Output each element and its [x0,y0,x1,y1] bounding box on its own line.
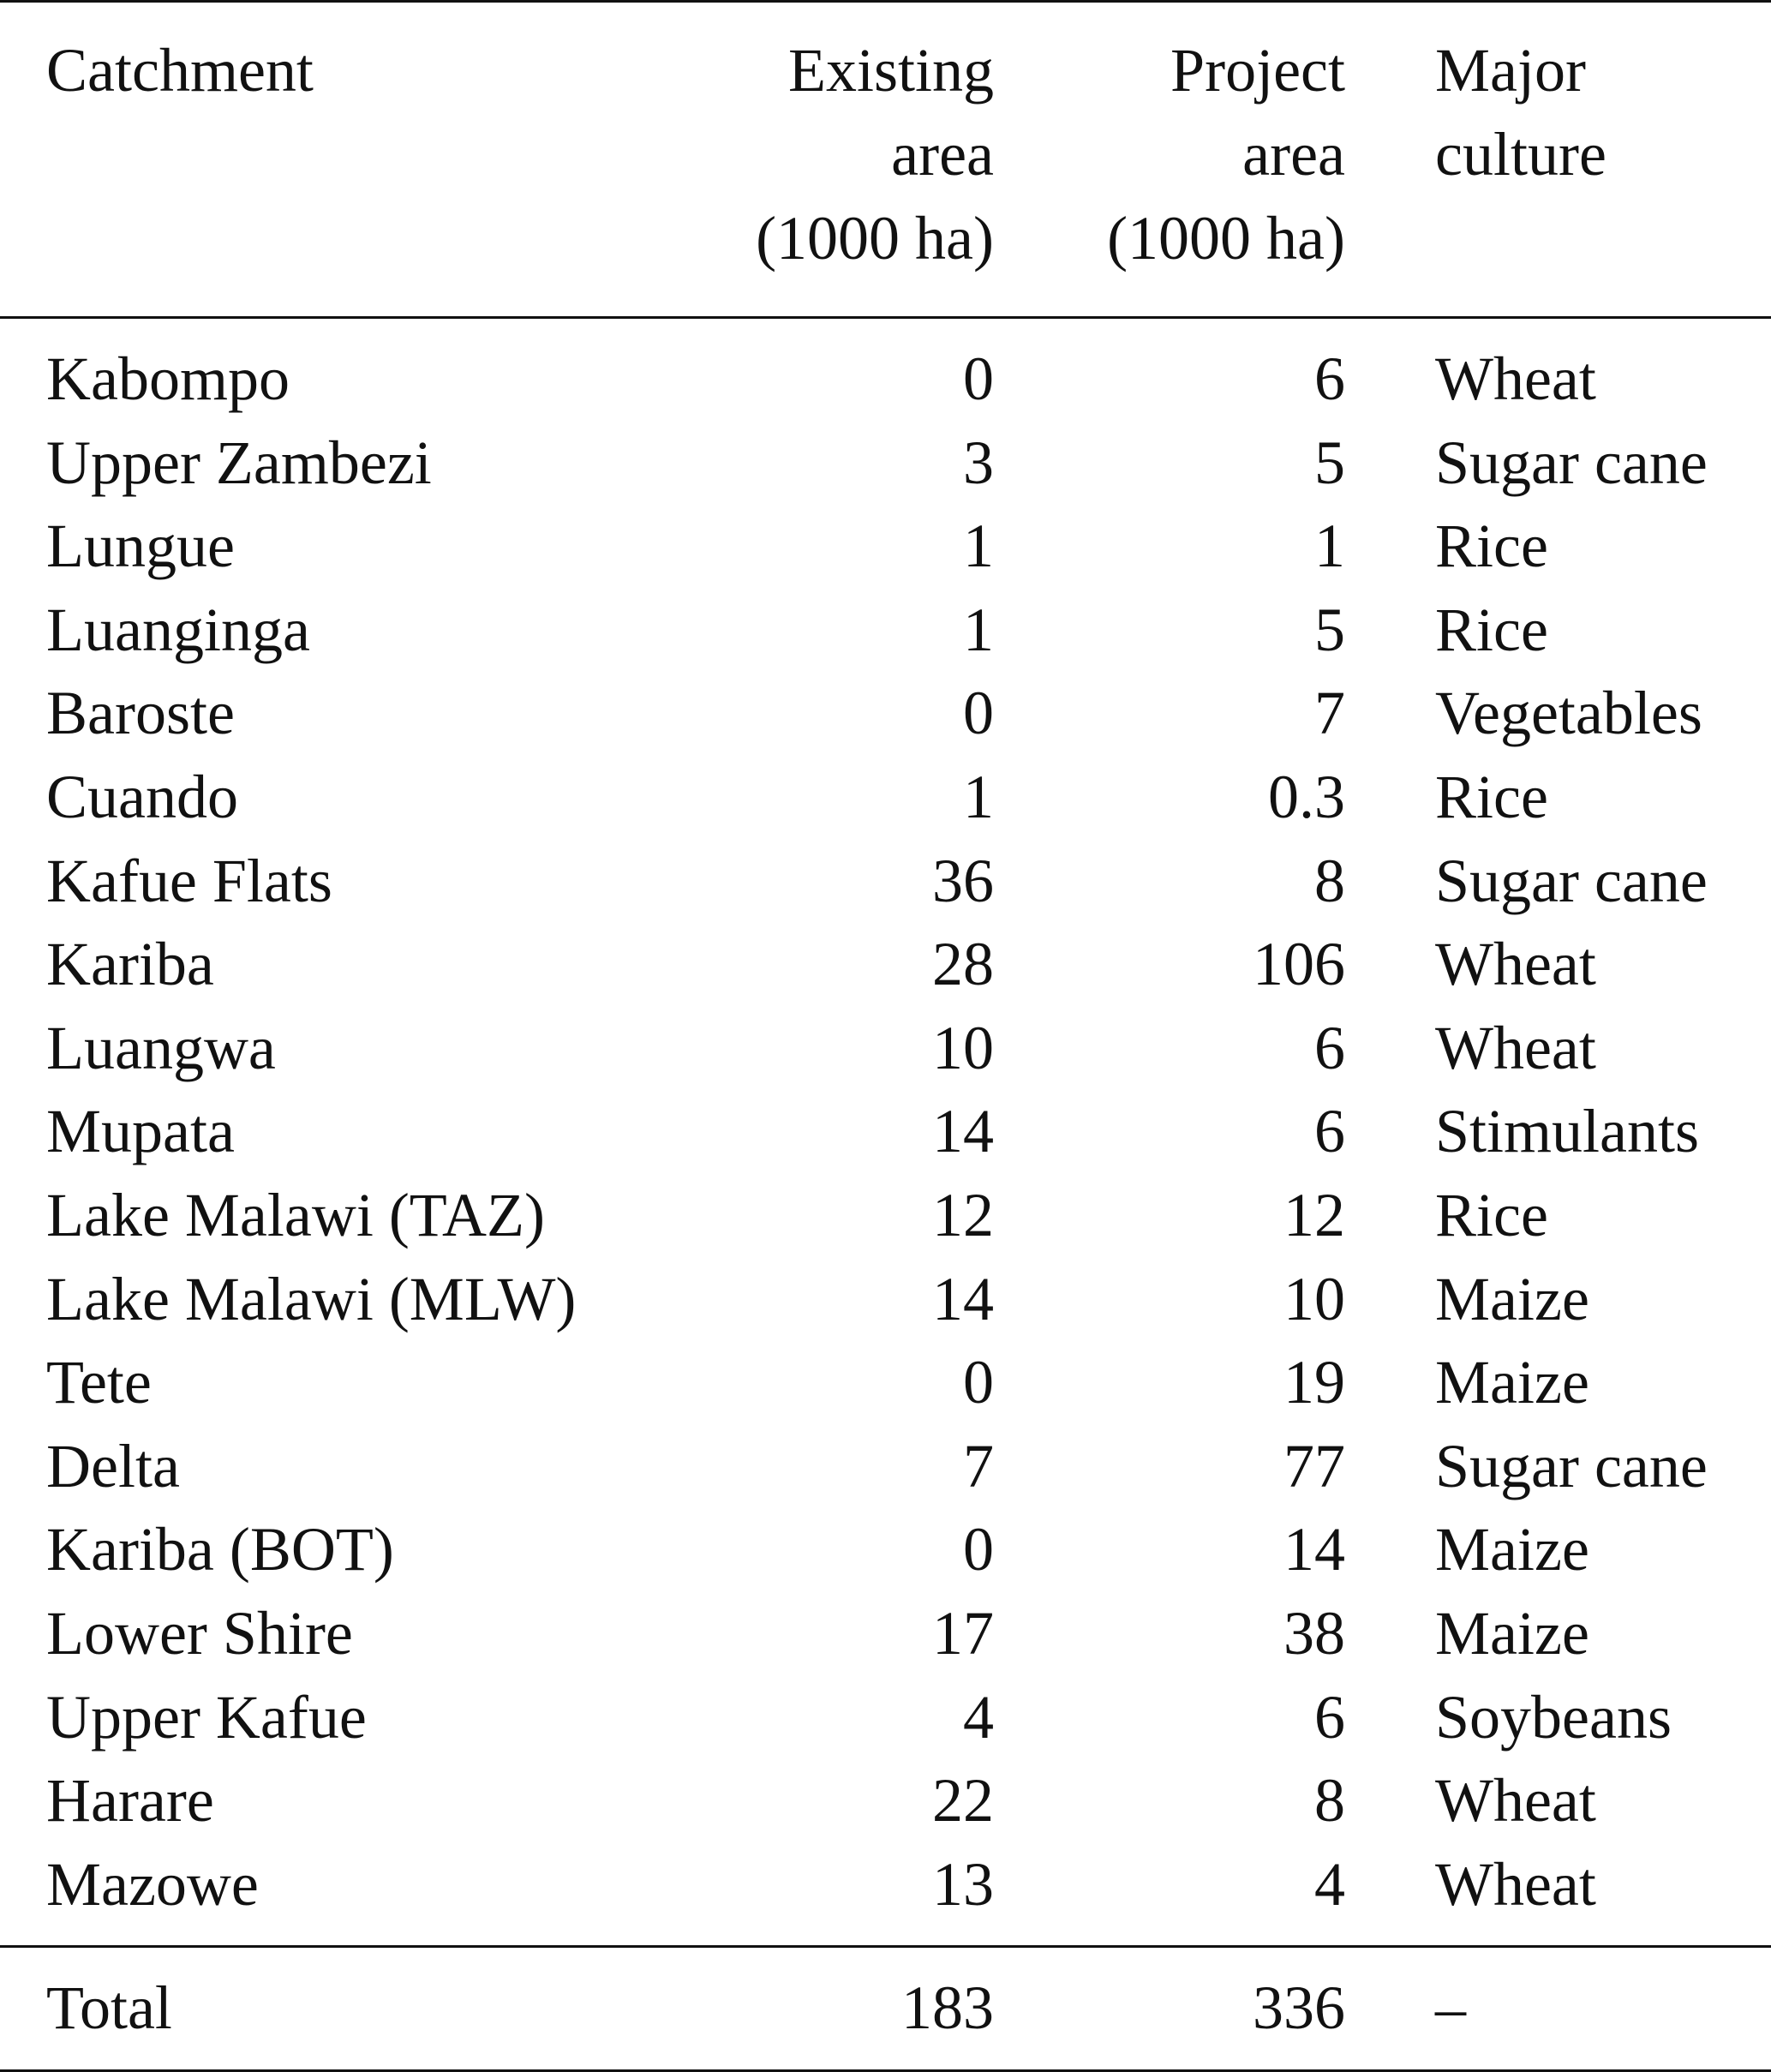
cell-major-culture: Rice [1435,1180,1548,1249]
cell-project-area: 106 [1253,930,1345,999]
cell-major-culture: Sugar cane [1435,846,1708,915]
cell-catchment: Luanginga [46,595,310,664]
cell-major-culture: Wheat [1435,930,1596,999]
cell-catchment: Kariba (BOT) [46,1515,394,1584]
table-row [0,923,1771,1007]
table-row [0,1090,1771,1174]
cell-catchment: Mupata [46,1097,235,1166]
table-row [0,1759,1771,1843]
cell-catchment: Lake Malawi (MLW) [46,1264,577,1333]
table-row [0,840,1771,924]
cell-project-area: 8 [1314,846,1345,915]
table-row [0,1341,1771,1425]
cell-existing-area: 14 [932,1264,994,1333]
header-existing-line: Existing [787,36,994,105]
cell-major-culture: Sugar cane [1435,428,1708,497]
table-header [0,2,1771,318]
cell-major-culture: Wheat [1435,1013,1596,1082]
header-catchment-line: Catchment [46,36,314,105]
table-row [0,1174,1771,1258]
cell-project-area: 6 [1314,1097,1345,1166]
table-footer [0,1947,1771,2071]
cell-project-area: 7 [1314,679,1345,748]
cell-catchment: Kabompo [46,344,290,413]
cell-existing-area: 36 [932,846,994,915]
cell-catchment: Upper Zambezi [46,428,432,497]
cell-existing-area: 10 [932,1013,994,1082]
header-project-line: area [1242,120,1345,189]
cell-major-culture: Maize [1435,1264,1589,1333]
cell-existing-area: 0 [963,344,994,413]
table-row [0,1843,1771,1947]
table-row [0,422,1771,506]
cell-catchment: Lower Shire [46,1598,353,1668]
table-row [0,1425,1771,1509]
cell-catchment: Delta [46,1431,180,1500]
cell-major-culture: Rice [1435,512,1548,581]
total-project-area: 336 [994,1947,1345,2071]
cell-project-area: 0.3 [1268,762,1345,831]
header-existing-line: (1000 ha) [756,204,994,272]
table-body [0,318,1771,1947]
cell-major-culture: Wheat [1435,344,1596,413]
table-row [0,1007,1771,1091]
header-existing-area [651,2,994,318]
table-row [0,318,1771,422]
table-row [0,1258,1771,1342]
cell-existing-area: 12 [932,1180,994,1249]
cell-major-culture: Rice [1435,762,1548,831]
cell-project-area: 4 [1314,1849,1345,1919]
header-culture-line: culture [1435,120,1606,189]
header-project-line: (1000 ha) [1107,204,1345,272]
cell-project-area: 10 [1283,1264,1345,1333]
cell-major-culture: Vegetables [1435,679,1702,748]
cell-project-area: 8 [1314,1766,1345,1835]
cell-existing-area: 0 [963,1348,994,1417]
cell-existing-area: 1 [963,512,994,581]
cell-catchment: Cuando [46,762,238,831]
cell-project-area: 1 [1314,512,1345,581]
table-row [0,1676,1771,1760]
cell-existing-area: 22 [932,1766,994,1835]
cell-major-culture: Maize [1435,1598,1589,1668]
header-existing-line: area [891,120,994,189]
cell-project-area: 77 [1283,1431,1345,1500]
cell-catchment: Tete [46,1348,152,1417]
header-row [0,2,1771,318]
cell-catchment: Upper Kafue [46,1682,367,1752]
table-row [0,1592,1771,1676]
cell-major-culture: Rice [1435,595,1548,664]
cell-existing-area: 13 [932,1849,994,1919]
cell-existing-area: 28 [932,930,994,999]
header-major-culture [1345,2,1771,318]
cell-project-area: 14 [1283,1515,1345,1584]
table-row [0,589,1771,673]
cell-existing-area: 7 [963,1431,994,1500]
header-culture-line: Major [1435,36,1586,105]
cell-project-area: 19 [1283,1348,1345,1417]
cell-major-culture: Sugar cane [1435,1431,1708,1500]
cell-existing-area: 1 [963,595,994,664]
table-row [0,1508,1771,1592]
total-row [0,1947,1771,2071]
cell-existing-area: 14 [932,1097,994,1166]
table-row [0,756,1771,840]
cell-existing-area: 0 [963,679,994,748]
cell-major-culture: Maize [1435,1515,1589,1584]
cell-catchment: Luangwa [46,1013,276,1082]
cell-project-area: 38 [1283,1598,1345,1668]
header-project-line: Project [1170,36,1345,105]
cell-major-culture: Soybeans [1435,1682,1672,1752]
cell-catchment: Lake Malawi (TAZ) [46,1180,545,1249]
cell-project-area: 5 [1314,595,1345,664]
cell-catchment: Kafue Flats [46,846,332,915]
total-existing-area: 183 [651,1947,994,2071]
cell-major-culture: Maize [1435,1348,1589,1417]
cell-existing-area: 17 [932,1598,994,1668]
cell-project-area: 6 [1314,1013,1345,1082]
cell-catchment: Mazowe [46,1849,259,1919]
cell-project-area: 5 [1314,428,1345,497]
cell-catchment: Kariba [46,930,214,999]
cell-major-culture: Stimulants [1435,1097,1700,1166]
cell-project-area: 6 [1314,1682,1345,1752]
cell-major-culture: Wheat [1435,1766,1596,1835]
table-row [0,672,1771,756]
header-project-area [994,2,1345,318]
cell-existing-area: 4 [963,1682,994,1752]
cell-catchment: Harare [46,1766,214,1835]
cell-existing-area: 1 [963,762,994,831]
cell-project-area: 12 [1283,1180,1345,1249]
cell-existing-area: 3 [963,428,994,497]
table-row [0,505,1771,589]
total-major-culture: – [1345,1947,1771,2071]
cell-catchment: Lungue [46,512,235,581]
total-label: Total [0,1947,651,2071]
cell-major-culture: Wheat [1435,1849,1596,1919]
cell-project-area: 6 [1314,344,1345,413]
cell-existing-area: 0 [963,1515,994,1584]
cell-catchment: Baroste [46,679,235,748]
header-catchment [0,2,651,318]
